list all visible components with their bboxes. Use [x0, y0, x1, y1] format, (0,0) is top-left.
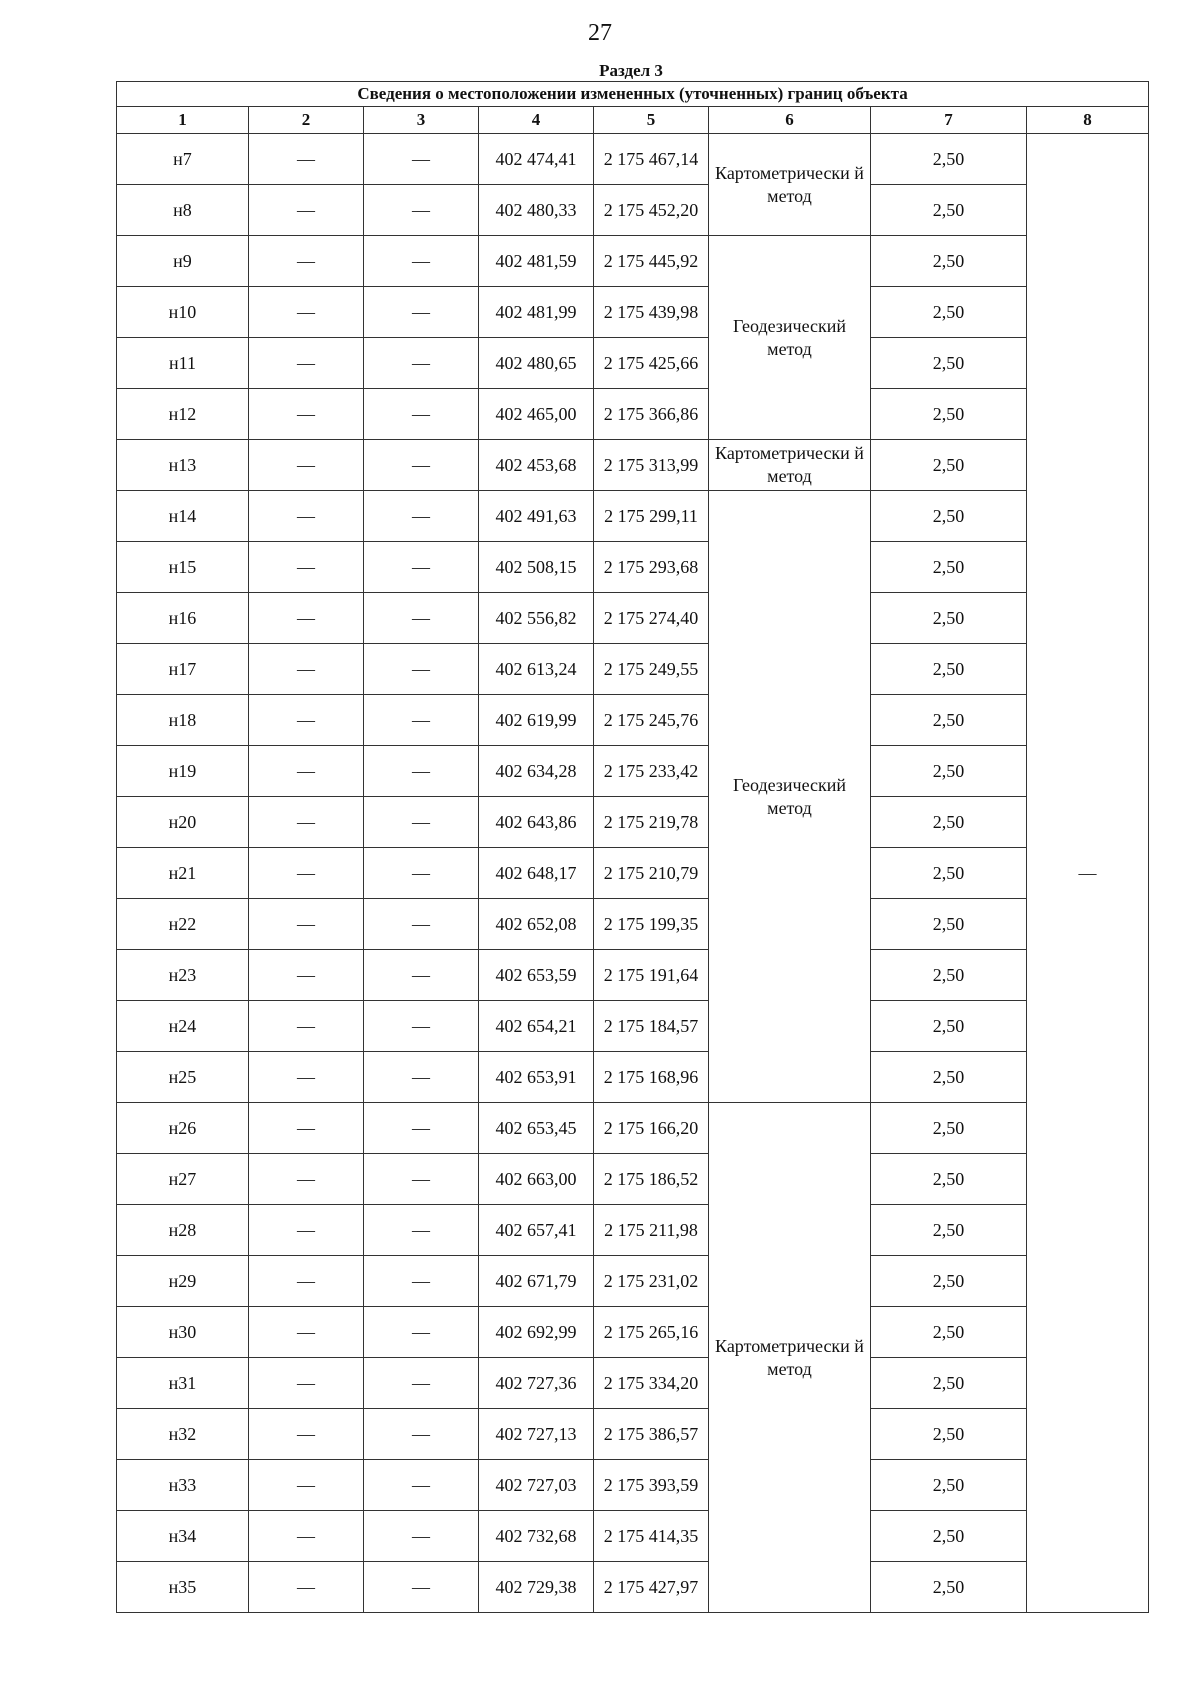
empty-value-cell: —	[249, 542, 364, 593]
empty-value-cell: —	[364, 389, 479, 440]
point-number-cell: н15	[117, 542, 249, 593]
accuracy-cell: 2,50	[871, 695, 1027, 746]
point-number-cell: н34	[117, 1511, 249, 1562]
accuracy-cell: 2,50	[871, 491, 1027, 542]
empty-value-cell: —	[364, 950, 479, 1001]
empty-value-cell: —	[249, 1205, 364, 1256]
empty-value-cell: —	[364, 1154, 479, 1205]
y-coordinate-cell: 2 175 231,02	[594, 1256, 709, 1307]
table-row	[117, 542, 1149, 593]
empty-value-cell: —	[249, 491, 364, 542]
empty-value-cell: —	[249, 134, 364, 185]
column-number: 4	[479, 107, 594, 134]
x-coordinate-cell: 402 653,59	[479, 950, 594, 1001]
table-row	[117, 644, 1149, 695]
x-coordinate-cell: 402 692,99	[479, 1307, 594, 1358]
empty-value-cell: —	[249, 644, 364, 695]
point-number-cell: н17	[117, 644, 249, 695]
x-coordinate-cell: 402 654,21	[479, 1001, 594, 1052]
point-number-cell: н25	[117, 1052, 249, 1103]
empty-value-cell: —	[249, 1256, 364, 1307]
method-cell: Геодезический метод	[709, 236, 871, 440]
empty-value-cell: —	[364, 1511, 479, 1562]
y-coordinate-cell: 2 175 293,68	[594, 542, 709, 593]
accuracy-cell: 2,50	[871, 1256, 1027, 1307]
table-row	[117, 1511, 1149, 1562]
accuracy-cell: 2,50	[871, 287, 1027, 338]
empty-value-cell: —	[249, 1001, 364, 1052]
point-number-cell: н33	[117, 1460, 249, 1511]
table-row	[117, 1460, 1149, 1511]
empty-value-cell: —	[249, 236, 364, 287]
table-row	[117, 1562, 1149, 1613]
empty-value-cell: —	[249, 950, 364, 1001]
accuracy-cell: 2,50	[871, 593, 1027, 644]
method-cell: Геодезический метод	[709, 491, 871, 1103]
y-coordinate-cell: 2 175 425,66	[594, 338, 709, 389]
table-row	[117, 1358, 1149, 1409]
x-coordinate-cell: 402 643,86	[479, 797, 594, 848]
x-coordinate-cell: 402 652,08	[479, 899, 594, 950]
empty-value-cell: —	[364, 746, 479, 797]
empty-value-cell: —	[364, 1052, 479, 1103]
empty-value-cell: —	[364, 1409, 479, 1460]
method-cell: Картометрически й метод	[709, 134, 871, 236]
y-coordinate-cell: 2 175 233,42	[594, 746, 709, 797]
column-number: 3	[364, 107, 479, 134]
empty-value-cell: —	[364, 1358, 479, 1409]
x-coordinate-cell: 402 671,79	[479, 1256, 594, 1307]
empty-value-cell: —	[249, 1409, 364, 1460]
empty-value-cell: —	[364, 1103, 479, 1154]
empty-value-cell: —	[364, 899, 479, 950]
table-row	[117, 950, 1149, 1001]
table-row	[117, 1154, 1149, 1205]
table-body	[117, 82, 1149, 1613]
empty-value-cell: —	[249, 389, 364, 440]
y-coordinate-cell: 2 175 249,55	[594, 644, 709, 695]
accuracy-cell: 2,50	[871, 1103, 1027, 1154]
y-coordinate-cell: 2 175 445,92	[594, 236, 709, 287]
y-coordinate-cell: 2 175 299,11	[594, 491, 709, 542]
accuracy-cell: 2,50	[871, 1460, 1027, 1511]
column-number: 7	[871, 107, 1027, 134]
table-caption-row	[117, 82, 1149, 107]
empty-value-cell: —	[364, 440, 479, 491]
table-row	[117, 899, 1149, 950]
accuracy-cell: 2,50	[871, 338, 1027, 389]
accuracy-cell: 2,50	[871, 1307, 1027, 1358]
x-coordinate-cell: 402 481,59	[479, 236, 594, 287]
point-number-cell: н35	[117, 1562, 249, 1613]
table-row	[117, 440, 1149, 491]
y-coordinate-cell: 2 175 166,20	[594, 1103, 709, 1154]
accuracy-cell: 2,50	[871, 1001, 1027, 1052]
y-coordinate-cell: 2 175 168,96	[594, 1052, 709, 1103]
empty-value-cell: —	[364, 185, 479, 236]
y-coordinate-cell: 2 175 245,76	[594, 695, 709, 746]
y-coordinate-cell: 2 175 393,59	[594, 1460, 709, 1511]
empty-value-cell: —	[249, 440, 364, 491]
point-number-cell: н21	[117, 848, 249, 899]
x-coordinate-cell: 402 663,00	[479, 1154, 594, 1205]
empty-value-cell: —	[364, 1256, 479, 1307]
table-row	[117, 287, 1149, 338]
table-row	[117, 1205, 1149, 1256]
table-row	[117, 593, 1149, 644]
empty-value-cell: —	[249, 1103, 364, 1154]
table-row	[117, 236, 1149, 287]
empty-value-cell: —	[249, 1052, 364, 1103]
method-cell: Картометрически й метод	[709, 1103, 871, 1613]
empty-value-cell: —	[249, 338, 364, 389]
y-coordinate-cell: 2 175 439,98	[594, 287, 709, 338]
x-coordinate-cell: 402 613,24	[479, 644, 594, 695]
table-row	[117, 848, 1149, 899]
table-row	[117, 134, 1149, 185]
empty-value-cell: —	[249, 1460, 364, 1511]
table-row	[117, 389, 1149, 440]
empty-value-cell: —	[364, 1205, 479, 1256]
boundary-points-table	[116, 81, 1149, 1613]
empty-value-cell: —	[249, 1154, 364, 1205]
column-number: 6	[709, 107, 871, 134]
column-number: 2	[249, 107, 364, 134]
column-numbers-row	[117, 107, 1149, 134]
page-number: 27	[588, 20, 612, 46]
accuracy-cell: 2,50	[871, 1409, 1027, 1460]
x-coordinate-cell: 402 732,68	[479, 1511, 594, 1562]
y-coordinate-cell: 2 175 265,16	[594, 1307, 709, 1358]
x-coordinate-cell: 402 481,99	[479, 287, 594, 338]
accuracy-cell: 2,50	[871, 542, 1027, 593]
x-coordinate-cell: 402 729,38	[479, 1562, 594, 1613]
empty-value-cell: —	[364, 287, 479, 338]
y-coordinate-cell: 2 175 191,64	[594, 950, 709, 1001]
column-number: 8	[1027, 107, 1149, 134]
empty-value-cell: —	[364, 695, 479, 746]
empty-value-cell: —	[364, 1562, 479, 1613]
table-row	[117, 1052, 1149, 1103]
y-coordinate-cell: 2 175 219,78	[594, 797, 709, 848]
y-coordinate-cell: 2 175 386,57	[594, 1409, 709, 1460]
y-coordinate-cell: 2 175 211,98	[594, 1205, 709, 1256]
point-number-cell: н13	[117, 440, 249, 491]
x-coordinate-cell: 402 453,68	[479, 440, 594, 491]
point-number-cell: н32	[117, 1409, 249, 1460]
section-title: Раздел 3	[599, 61, 663, 80]
accuracy-cell: 2,50	[871, 236, 1027, 287]
x-coordinate-cell: 402 465,00	[479, 389, 594, 440]
accuracy-cell: 2,50	[871, 746, 1027, 797]
empty-value-cell: —	[364, 593, 479, 644]
x-coordinate-cell: 402 727,36	[479, 1358, 594, 1409]
point-number-cell: н11	[117, 338, 249, 389]
accuracy-cell: 2,50	[871, 389, 1027, 440]
column-number: 5	[594, 107, 709, 134]
table-row	[117, 491, 1149, 542]
table-row	[117, 1256, 1149, 1307]
table-row	[117, 695, 1149, 746]
y-coordinate-cell: 2 175 210,79	[594, 848, 709, 899]
point-number-cell: н29	[117, 1256, 249, 1307]
y-coordinate-cell: 2 175 184,57	[594, 1001, 709, 1052]
empty-value-cell: —	[249, 287, 364, 338]
x-coordinate-cell: 402 634,28	[479, 746, 594, 797]
empty-value-cell: —	[249, 593, 364, 644]
accuracy-cell: 2,50	[871, 1562, 1027, 1613]
x-coordinate-cell: 402 508,15	[479, 542, 594, 593]
accuracy-cell: 2,50	[871, 1205, 1027, 1256]
empty-value-cell: —	[364, 491, 479, 542]
x-coordinate-cell: 402 727,03	[479, 1460, 594, 1511]
empty-value-cell: —	[364, 338, 479, 389]
accuracy-cell: 2,50	[871, 848, 1027, 899]
method-cell: Картометрически й метод	[709, 440, 871, 491]
table-row	[117, 1001, 1149, 1052]
point-number-cell: н12	[117, 389, 249, 440]
empty-value-cell: —	[364, 1001, 479, 1052]
column-number: 1	[117, 107, 249, 134]
empty-value-cell: —	[249, 899, 364, 950]
empty-value-cell: —	[364, 1460, 479, 1511]
table-row	[117, 1409, 1149, 1460]
empty-value-cell: —	[364, 644, 479, 695]
table-caption: Сведения о местоположении измененных (уточненных) границ объекта	[117, 82, 1149, 107]
point-number-cell: н10	[117, 287, 249, 338]
empty-value-cell: —	[249, 1307, 364, 1358]
x-coordinate-cell: 402 727,13	[479, 1409, 594, 1460]
table-row	[117, 797, 1149, 848]
empty-value-cell: —	[364, 236, 479, 287]
y-coordinate-cell: 2 175 186,52	[594, 1154, 709, 1205]
y-coordinate-cell: 2 175 427,97	[594, 1562, 709, 1613]
empty-value-cell: —	[249, 1511, 364, 1562]
column-8-cell: —	[1027, 134, 1149, 1613]
x-coordinate-cell: 402 474,41	[479, 134, 594, 185]
table-row	[117, 1103, 1149, 1154]
point-number-cell: н14	[117, 491, 249, 542]
y-coordinate-cell: 2 175 274,40	[594, 593, 709, 644]
empty-value-cell: —	[249, 848, 364, 899]
point-number-cell: н24	[117, 1001, 249, 1052]
point-number-cell: н8	[117, 185, 249, 236]
accuracy-cell: 2,50	[871, 440, 1027, 491]
accuracy-cell: 2,50	[871, 1052, 1027, 1103]
point-number-cell: н26	[117, 1103, 249, 1154]
accuracy-cell: 2,50	[871, 1511, 1027, 1562]
empty-value-cell: —	[249, 1358, 364, 1409]
accuracy-cell: 2,50	[871, 950, 1027, 1001]
x-coordinate-cell: 402 657,41	[479, 1205, 594, 1256]
accuracy-cell: 2,50	[871, 644, 1027, 695]
table-row	[117, 1307, 1149, 1358]
x-coordinate-cell: 402 480,65	[479, 338, 594, 389]
empty-value-cell: —	[249, 185, 364, 236]
point-number-cell: н22	[117, 899, 249, 950]
y-coordinate-cell: 2 175 452,20	[594, 185, 709, 236]
empty-value-cell: —	[364, 1307, 479, 1358]
point-number-cell: н19	[117, 746, 249, 797]
empty-value-cell: —	[364, 797, 479, 848]
point-number-cell: н27	[117, 1154, 249, 1205]
accuracy-cell: 2,50	[871, 899, 1027, 950]
x-coordinate-cell: 402 653,91	[479, 1052, 594, 1103]
table-row	[117, 338, 1149, 389]
y-coordinate-cell: 2 175 467,14	[594, 134, 709, 185]
empty-value-cell: —	[249, 1562, 364, 1613]
point-number-cell: н30	[117, 1307, 249, 1358]
x-coordinate-cell: 402 653,45	[479, 1103, 594, 1154]
empty-value-cell: —	[364, 542, 479, 593]
y-coordinate-cell: 2 175 334,20	[594, 1358, 709, 1409]
empty-value-cell: —	[249, 797, 364, 848]
empty-value-cell: —	[249, 695, 364, 746]
y-coordinate-cell: 2 175 414,35	[594, 1511, 709, 1562]
y-coordinate-cell: 2 175 366,86	[594, 389, 709, 440]
point-number-cell: н28	[117, 1205, 249, 1256]
accuracy-cell: 2,50	[871, 1358, 1027, 1409]
table-row	[117, 746, 1149, 797]
accuracy-cell: 2,50	[871, 185, 1027, 236]
point-number-cell: н16	[117, 593, 249, 644]
point-number-cell: н31	[117, 1358, 249, 1409]
empty-value-cell: —	[249, 746, 364, 797]
accuracy-cell: 2,50	[871, 1154, 1027, 1205]
x-coordinate-cell: 402 556,82	[479, 593, 594, 644]
x-coordinate-cell: 402 648,17	[479, 848, 594, 899]
accuracy-cell: 2,50	[871, 134, 1027, 185]
empty-value-cell: —	[364, 848, 479, 899]
point-number-cell: н23	[117, 950, 249, 1001]
point-number-cell: н18	[117, 695, 249, 746]
table-row	[117, 185, 1149, 236]
x-coordinate-cell: 402 480,33	[479, 185, 594, 236]
x-coordinate-cell: 402 619,99	[479, 695, 594, 746]
empty-value-cell: —	[364, 134, 479, 185]
point-number-cell: н9	[117, 236, 249, 287]
accuracy-cell: 2,50	[871, 797, 1027, 848]
point-number-cell: н20	[117, 797, 249, 848]
y-coordinate-cell: 2 175 199,35	[594, 899, 709, 950]
point-number-cell: н7	[117, 134, 249, 185]
x-coordinate-cell: 402 491,63	[479, 491, 594, 542]
y-coordinate-cell: 2 175 313,99	[594, 440, 709, 491]
